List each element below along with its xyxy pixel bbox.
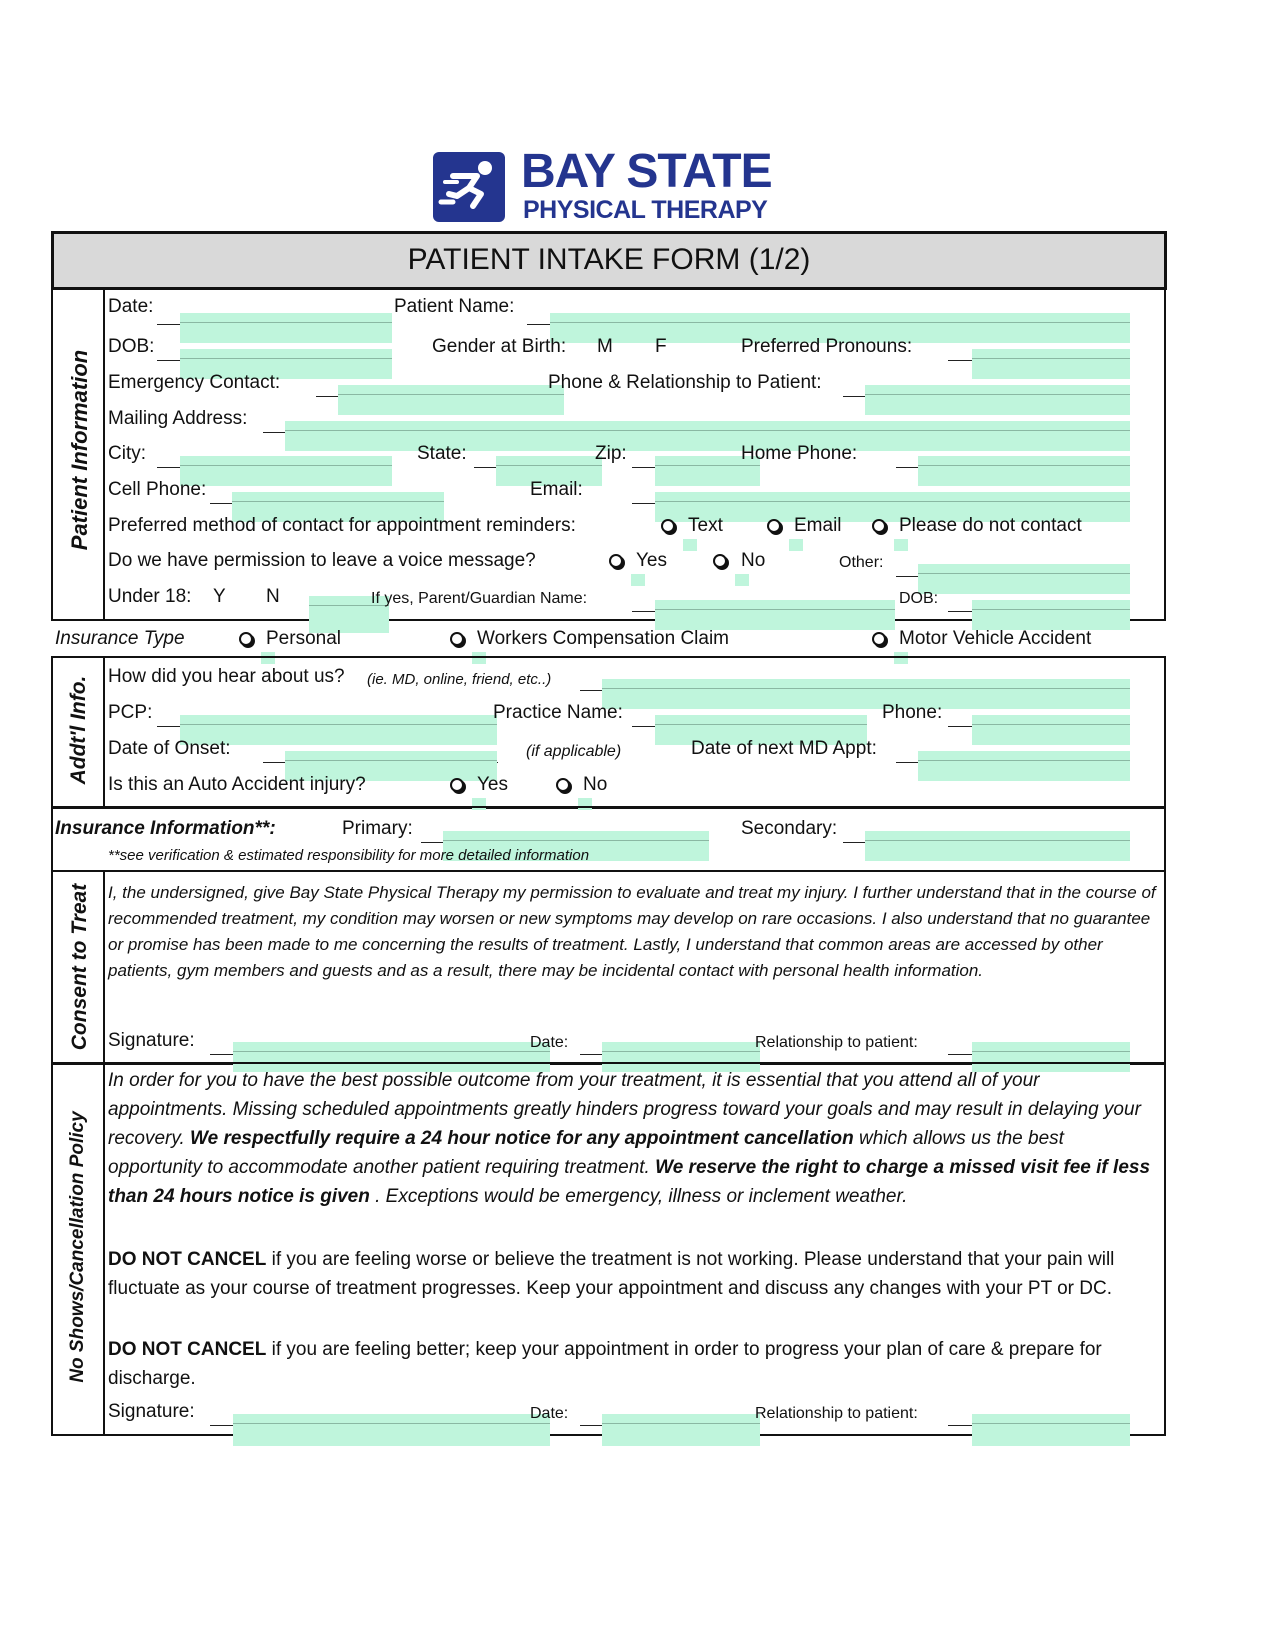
section-label-patient-info: Patient Information xyxy=(67,349,92,551)
voice-yes-radio-icon xyxy=(609,554,623,568)
city-field[interactable] xyxy=(180,456,392,486)
cell-phone-label: Cell Phone: xyxy=(108,479,207,500)
policy-date-label: Date: xyxy=(530,1405,569,1422)
policy-signature-field[interactable] xyxy=(233,1414,550,1446)
phone-relationship-label: Phone & Relationship to Patient: xyxy=(548,372,822,393)
guardian-dob-label: DOB: xyxy=(899,590,939,607)
gender-label: Gender at Birth: xyxy=(432,336,567,357)
hear-about-field[interactable] xyxy=(602,679,1130,709)
mva-radio-icon xyxy=(872,632,886,646)
guardian-field[interactable] xyxy=(655,600,895,630)
policy-relationship-field[interactable] xyxy=(972,1414,1130,1446)
policy-paragraph-1 xyxy=(108,1066,1160,1211)
under-18-label: Under 18: xyxy=(108,586,192,607)
section-label-consent: Consent to Treat xyxy=(68,883,91,1051)
guardian-label: If yes, Parent/Guardian Name: xyxy=(371,590,588,607)
primary-label: Primary: xyxy=(342,818,413,839)
under-18-y[interactable]: Y xyxy=(213,586,226,607)
section-label-addtl-info: Addt'l Info. xyxy=(67,675,90,785)
email-radio-icon xyxy=(767,519,781,533)
logo-line1: BAY STATE xyxy=(521,145,772,198)
voice-message-label: Do we have permission to leave a voice message? xyxy=(108,550,536,571)
next-md-field[interactable] xyxy=(918,751,1130,781)
runner-icon xyxy=(433,152,505,222)
gender-f[interactable]: F xyxy=(655,336,667,357)
text-radio-icon xyxy=(661,519,675,533)
section-label-noshow: No Shows/Cancellation Policy xyxy=(67,1111,88,1383)
mailing-address-label: Mailing Address: xyxy=(108,408,248,429)
no-contact-checkbox[interactable] xyxy=(894,539,908,551)
date-label: Date: xyxy=(108,296,154,317)
policy-p1a: In order for you to have the best possible outcome from your treatment, it is essential that you attend all of your appointments. Missing scheduled appointments greatly hinders progress toward your goals and may result in delaying your recovery. xyxy=(108,1070,1141,1149)
voice-no-label: No xyxy=(741,550,766,571)
policy-signature-label: Signature: xyxy=(108,1401,195,1422)
personal-radio-icon xyxy=(239,632,253,646)
logo xyxy=(433,145,803,224)
insurance-info-label: Insurance Information**: xyxy=(55,818,276,839)
auto-accident-label: Is this an Auto Accident injury? xyxy=(108,774,366,795)
contact-text-label: Text xyxy=(688,515,723,536)
under-18-n[interactable]: N xyxy=(266,586,280,607)
email-label: Email: xyxy=(530,479,583,500)
insurance-type-label: Insurance Type xyxy=(55,628,185,649)
home-phone-field[interactable] xyxy=(918,456,1130,486)
auto-yes-label: Yes xyxy=(477,774,508,795)
secondary-label: Secondary: xyxy=(741,818,838,839)
date-field[interactable] xyxy=(180,313,392,343)
home-phone-label: Home Phone: xyxy=(741,443,858,464)
dob-label: DOB: xyxy=(108,336,155,357)
pronouns-label: Preferred Pronouns: xyxy=(741,336,913,357)
city-label: City: xyxy=(108,443,146,464)
practice-name-label: Practice Name: xyxy=(493,702,623,723)
policy-relationship-label: Relationship to patient: xyxy=(755,1405,918,1422)
policy-p2: if you are feeling worse or believe the treatment is not working. Please understand that your pain will fluctuate as your course of treatment progresses. Keep your appointment and discuss any changes with your PT or DC. xyxy=(108,1249,1115,1299)
state-label: State: xyxy=(417,443,467,464)
insurance-mva-label: Motor Vehicle Accident xyxy=(899,628,1092,649)
policy-p3: if you are feeling better; keep your appointment in order to progress your plan of care & prepare for discharge. xyxy=(108,1339,1102,1389)
insurance-personal-label: Personal xyxy=(266,628,341,649)
policy-p1c: which allows us the best opportunity to accommodate another patient requiring treatment. xyxy=(108,1128,1064,1178)
contact-method-label: Preferred method of contact for appointment reminders: xyxy=(108,515,576,536)
consent-text: I, the undersigned, give Bay State Physical Therapy my permission to evaluate and treat my injury. I further understand that in the course of recommended treatment, my condition may worsen or new symptoms may develop on rare occasions. I also understand that no guarantee or promise has been made to me concerning the results of treatment. Lastly, I understand that common areas are accessed by other patients, gym members and guests and as a result, there may be incidental contact with personal health information. xyxy=(108,883,1156,980)
onset-label: Date of Onset: xyxy=(108,738,231,759)
practice-phone-field[interactable] xyxy=(972,715,1130,745)
contact-text-checkbox[interactable] xyxy=(683,539,697,551)
policy-paragraph-2 xyxy=(108,1245,1160,1303)
consent-signature-label: Signature: xyxy=(108,1030,195,1051)
policy-paragraph-3 xyxy=(108,1335,1160,1393)
voice-other-label: Other: xyxy=(839,554,884,571)
contact-email-checkbox[interactable] xyxy=(789,539,803,551)
policy-date-field[interactable] xyxy=(602,1414,760,1446)
workers-radio-icon xyxy=(450,632,464,646)
zip-label: Zip: xyxy=(595,443,627,464)
policy-p1b: We respectfully require a 24 hour notice for any appointment cancellation xyxy=(190,1128,854,1149)
mailing-address-field[interactable] xyxy=(285,421,1130,451)
voice-no-radio-icon xyxy=(713,554,727,568)
do-not-cancel-2: DO NOT CANCEL xyxy=(108,1339,267,1360)
voice-yes-label: Yes xyxy=(636,550,667,571)
voice-other-field[interactable] xyxy=(918,564,1130,594)
emergency-contact-field[interactable] xyxy=(338,385,564,415)
voice-yes-checkbox[interactable] xyxy=(631,574,645,586)
auto-yes-radio-icon xyxy=(450,778,464,792)
do-not-cancel-1: DO NOT CANCEL xyxy=(108,1249,267,1270)
phone-relationship-field[interactable] xyxy=(865,385,1130,415)
hear-about-label: How did you hear about us? xyxy=(108,666,345,687)
auto-no-radio-icon xyxy=(556,778,570,792)
consent-relationship-label: Relationship to patient: xyxy=(755,1034,918,1051)
practice-phone-label: Phone: xyxy=(882,702,943,723)
hear-about-hint: (ie. MD, online, friend, etc..) xyxy=(367,671,552,688)
patient-name-label: Patient Name: xyxy=(394,296,515,317)
no-contact-radio-icon xyxy=(872,519,886,533)
pcp-label: PCP: xyxy=(108,702,153,723)
insurance-workers-label: Workers Compensation Claim xyxy=(477,628,730,649)
gender-m[interactable]: M xyxy=(597,336,613,357)
next-md-label: Date of next MD Appt: xyxy=(691,738,877,759)
auto-no-label: No xyxy=(583,774,608,795)
consent-date-label: Date: xyxy=(530,1034,569,1051)
if-applicable-label: (if applicable) xyxy=(526,743,622,760)
emergency-contact-label: Emergency Contact: xyxy=(108,372,281,393)
voice-no-checkbox[interactable] xyxy=(735,574,749,586)
form-title: PATIENT INTAKE FORM (1/2) xyxy=(407,243,811,276)
policy-p1e: . Exceptions would be emergency, illness or inclement weather. xyxy=(369,1186,908,1207)
pronouns-field[interactable] xyxy=(972,349,1130,379)
no-contact-label: Please do not contact xyxy=(899,515,1082,536)
secondary-field[interactable] xyxy=(865,831,1130,861)
guardian-dob-field[interactable] xyxy=(972,600,1130,630)
insurance-note: **see verification & estimated responsibility for more detailed information xyxy=(108,847,590,864)
logo-line2: PHYSICAL THERAPY xyxy=(523,196,768,224)
policy-p1d: We reserve the right to charge a missed visit fee if less than 24 hours notice is given xyxy=(108,1157,1151,1207)
contact-email-label: Email xyxy=(794,515,842,536)
